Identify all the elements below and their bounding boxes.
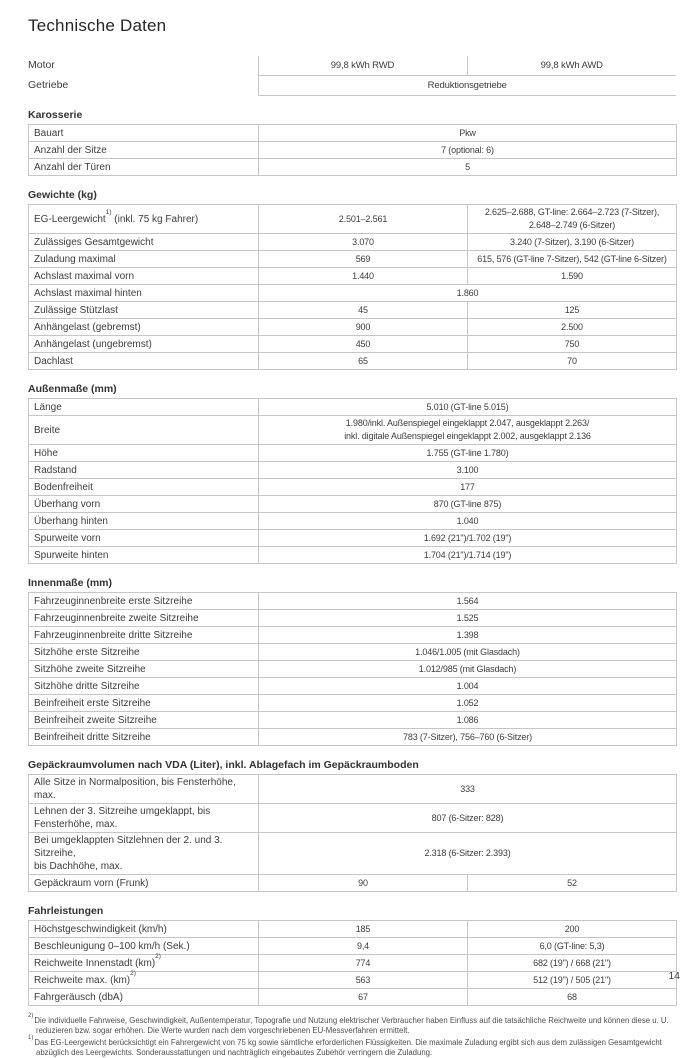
row-label: Motor (28, 59, 55, 72)
row-label: Höhe (29, 445, 259, 462)
table-row (29, 695, 677, 712)
row-value: 870 (GT-line 875) (259, 496, 677, 513)
section-title: Innenmaße (mm) (28, 577, 113, 589)
row-label: Spurweite vorn (29, 530, 259, 547)
row-value: 1.046/1.005 (mit Glasdach) (259, 644, 677, 661)
row-label: Beinfreiheit dritte Sitzreihe (29, 729, 259, 746)
page-number: 14 (668, 970, 680, 982)
page-title: Technische Daten (28, 16, 167, 35)
table-row (29, 336, 677, 353)
row-value: 5.010 (GT-line 5.015) (259, 399, 677, 416)
table-row (29, 125, 677, 142)
section-karosserie (28, 109, 676, 176)
footnote-text: Die individuelle Fahrweise, Geschwindigkeit, Außentemperatur, Topografie und Nutzung elektrischer Verbraucher haben Einfluss auf die tatsächliche Reichweite und können diese u. U. reduzieren bzw. sogar erhöhen. Die Werte wurden nach dem vorgeschriebenen EU-Messverfahren ermittelt. (34, 1016, 669, 1036)
table-row (29, 833, 677, 875)
row-label: Breite (29, 416, 259, 445)
row-label: Fahrzeuginnenbreite zweite Sitzreihe (29, 610, 259, 627)
row-value: 1.980/inkl. Außenspiegel eingeklappt 2.047, ausgeklappt 2.263/ inkl. digitale Außenspiegel eingeklappt 2.002, ausgeklappt 2.136 (259, 416, 677, 445)
table-row (29, 319, 677, 336)
row-label: Reichweite max. (km)$^{2)}$ (29, 972, 259, 989)
innenmasse-table (28, 592, 677, 746)
section-title: Karosserie (28, 109, 83, 121)
row-label: Getriebe (28, 79, 69, 91)
table-row (29, 399, 677, 416)
row-value: 1.525 (259, 610, 677, 627)
table-row (29, 593, 677, 610)
row-label: Sitzhöhe zweite Sitzreihe (29, 661, 259, 678)
table-row (29, 972, 677, 989)
row-value: 512 (19") / 505 (21") (468, 972, 677, 989)
footnote (28, 1013, 680, 1037)
motor-getriebe-table (28, 56, 676, 96)
row-value: 807 (6-Sitzer: 828) (259, 804, 677, 833)
footnote-marker: 1) (105, 209, 112, 217)
row-label: Anhängelast (gebremst) (29, 319, 259, 336)
row-label: Zulässiges Gesamtgewicht (29, 234, 259, 251)
row-value: 1.004 (259, 678, 677, 695)
row-value: 3.100 (259, 462, 677, 479)
row-value: 6,0 (GT-line: 5,3) (468, 938, 677, 955)
fahrleistungen-table (28, 920, 677, 1006)
row-value: 750 (468, 336, 677, 353)
row-value: 333 (259, 775, 677, 804)
table-row (29, 205, 677, 234)
row-value: 1.692 (21")/1.702 (19") (259, 530, 677, 547)
table-row (29, 530, 677, 547)
row-value: 682 (19") / 668 (21") (468, 955, 677, 972)
row-label: Fahrgeräusch (dbA) (29, 989, 259, 1006)
row-value: Reduktionsgetriebe (258, 76, 676, 96)
table-row (28, 76, 676, 96)
footnote (28, 1034, 680, 1058)
row-value: 569 (259, 251, 468, 268)
section-title: Gewichte (kg) (28, 189, 97, 201)
row-label: EG-Leergewicht$^{1)}$ (inkl. 75 kg Fahrer) (29, 205, 259, 234)
row-value: 7 (optional: 6) (259, 142, 677, 159)
row-value: 615, 576 (GT-line 7-Sitzer), 542 (GT-line 6-Sitzer) (468, 251, 677, 268)
table-row (29, 712, 677, 729)
table-row (29, 445, 677, 462)
table-row (29, 479, 677, 496)
row-value: 99,8 kWh RWD (258, 56, 467, 76)
section-aussenmasse (28, 383, 676, 564)
footnote-marker: 1) (28, 1034, 34, 1041)
row-value: 125 (468, 302, 677, 319)
row-value: 1.086 (259, 712, 677, 729)
row-value: 65 (259, 353, 468, 370)
gepaeckraum-table (28, 774, 677, 892)
row-label: Spurweite hinten (29, 547, 259, 564)
table-row (29, 610, 677, 627)
table-row (29, 547, 677, 564)
table-row (29, 142, 677, 159)
table-row (29, 462, 677, 479)
section-fahrleistungen (28, 905, 676, 1006)
row-label: Reichweite Innenstadt (km)$^{2)}$ (29, 955, 259, 972)
row-value: 185 (259, 921, 468, 938)
footnote-text: Das EG-Leergewicht berücksichtigt ein Fahrergewicht von 75 kg sowie sämtliche erforderlichen Flüssigkeiten. Die maximale Zuladung ergibt sich aus dem zulässigen Gesamtgewicht abzüglich des Leergewichts. Sonderausstattungen und nachträglich eingebautes Zubehör verringern die Zuladung. (34, 1037, 662, 1057)
footnote-marker: 2) (130, 970, 136, 978)
table-row (29, 955, 677, 972)
table-row (29, 353, 677, 370)
row-label: Zulässige Stützlast (29, 302, 259, 319)
aussenmasse-table (28, 398, 677, 564)
row-label: Sitzhöhe erste Sitzreihe (29, 644, 259, 661)
row-value: 67 (259, 989, 468, 1006)
row-label: Achslast maximal hinten (29, 285, 259, 302)
row-value: 900 (259, 319, 468, 336)
row-value: 200 (468, 921, 677, 938)
row-label: Höchstgeschwindigkeit (km/h) (29, 921, 259, 938)
table-row (29, 234, 677, 251)
row-value: 70 (468, 353, 677, 370)
row-label: Fahrzeuginnenbreite erste Sitzreihe (29, 593, 259, 610)
row-value: 1.398 (259, 627, 677, 644)
section-gepaeckraumvolumen (28, 759, 676, 892)
row-label: Achslast maximal vorn (29, 268, 259, 285)
row-value: 177 (259, 479, 677, 496)
karosserie-table (28, 124, 677, 176)
table-row (29, 159, 677, 176)
row-label: Anhängelast (ungebremst) (29, 336, 259, 353)
table-row (29, 938, 677, 955)
row-value: 1.860 (259, 285, 677, 302)
row-value: 1.755 (GT-line 1.780) (259, 445, 677, 462)
footnote-marker: 2) (28, 1013, 34, 1020)
row-value: Pkw (259, 125, 677, 142)
table-row (29, 775, 677, 804)
table-row (29, 251, 677, 268)
row-value: 9,4 (259, 938, 468, 955)
row-value: 5 (259, 159, 677, 176)
section-title: Außenmaße (mm) (28, 383, 117, 395)
table-row (29, 875, 677, 892)
footnotes (28, 1013, 680, 1058)
row-value: 1.564 (259, 593, 677, 610)
row-value: 3.070 (259, 234, 468, 251)
row-value: 783 (7-Sitzer), 756–760 (6-Sitzer) (259, 729, 677, 746)
table-row (29, 268, 677, 285)
row-label: Überhang hinten (29, 513, 259, 530)
row-label: Anzahl der Türen (29, 159, 259, 176)
table-row (29, 729, 677, 746)
footnote-marker: 2) (155, 953, 161, 961)
table-row (29, 627, 677, 644)
gewichte-table (28, 204, 677, 370)
row-value: 774 (259, 955, 468, 972)
row-value: 563 (259, 972, 468, 989)
table-row (29, 921, 677, 938)
row-value: 2.501–2.561 (259, 205, 468, 234)
row-value: 450 (259, 336, 468, 353)
table-row (29, 661, 677, 678)
row-value: 1.704 (21")/1.714 (19") (259, 547, 677, 564)
row-value: 45 (259, 302, 468, 319)
row-label: Alle Sitze in Normalposition, bis Fensterhöhe, max. (29, 775, 259, 804)
row-value: 1.440 (259, 268, 468, 285)
row-value: 1.012/985 (mit Glasdach) (259, 661, 677, 678)
table-row (29, 644, 677, 661)
row-value: 2.318 (6-Sitzer: 2.393) (259, 833, 677, 875)
row-label: Bauart (29, 125, 259, 142)
section-innenmasse (28, 577, 676, 746)
table-row (29, 989, 677, 1006)
table-row (29, 416, 677, 445)
row-label: Beinfreiheit erste Sitzreihe (29, 695, 259, 712)
row-label: Anzahl der Sitze (29, 142, 259, 159)
section-title: Gepäckraumvolumen nach VDA (Liter), inkl. Ablagefach im Gepäckraumboden (28, 759, 419, 771)
row-label: Dachlast (29, 353, 259, 370)
row-value: 1.590 (468, 268, 677, 285)
row-label: Gepäckraum vorn (Frunk) (29, 875, 259, 892)
row-label: Radstand (29, 462, 259, 479)
row-value: 68 (468, 989, 677, 1006)
row-label: Lehnen der 3. Sitzreihe umgeklappt, bis Fensterhöhe, max. (29, 804, 259, 833)
table-row (29, 496, 677, 513)
table-row (29, 804, 677, 833)
row-label: Beschleunigung 0–100 km/h (Sek.) (29, 938, 259, 955)
table-row (29, 302, 677, 319)
section-title: Fahrleistungen (28, 905, 104, 917)
row-label: Bodenfreiheit (29, 479, 259, 496)
table-row (29, 678, 677, 695)
row-label: Sitzhöhe dritte Sitzreihe (29, 678, 259, 695)
row-value: 90 (259, 875, 468, 892)
row-value: 99,8 kWh AWD (467, 56, 676, 76)
row-label: Überhang vorn (29, 496, 259, 513)
row-value: 2.500 (468, 319, 677, 336)
table-row (29, 513, 677, 530)
row-value: 2.625–2.688, GT-line: 2.664–2.723 (7-Sitzer), 2.648–2.749 (6-Sitzer) (468, 205, 677, 234)
row-label: Länge (29, 399, 259, 416)
row-label: Zuladung maximal (29, 251, 259, 268)
row-value: 3.240 (7-Sitzer), 3.190 (6-Sitzer) (468, 234, 677, 251)
row-value: 1.040 (259, 513, 677, 530)
row-label: Fahrzeuginnenbreite dritte Sitzreihe (29, 627, 259, 644)
row-label: Bei umgeklappten Sitzlehnen der 2. und 3. Sitzreihe, bis Dachhöhe, max. (29, 833, 259, 875)
table-row (29, 285, 677, 302)
row-label: Beinfreiheit zweite Sitzreihe (29, 712, 259, 729)
section-gewichte (28, 189, 676, 370)
row-value: 1.052 (259, 695, 677, 712)
row-value: 52 (468, 875, 677, 892)
table-row (28, 56, 676, 76)
